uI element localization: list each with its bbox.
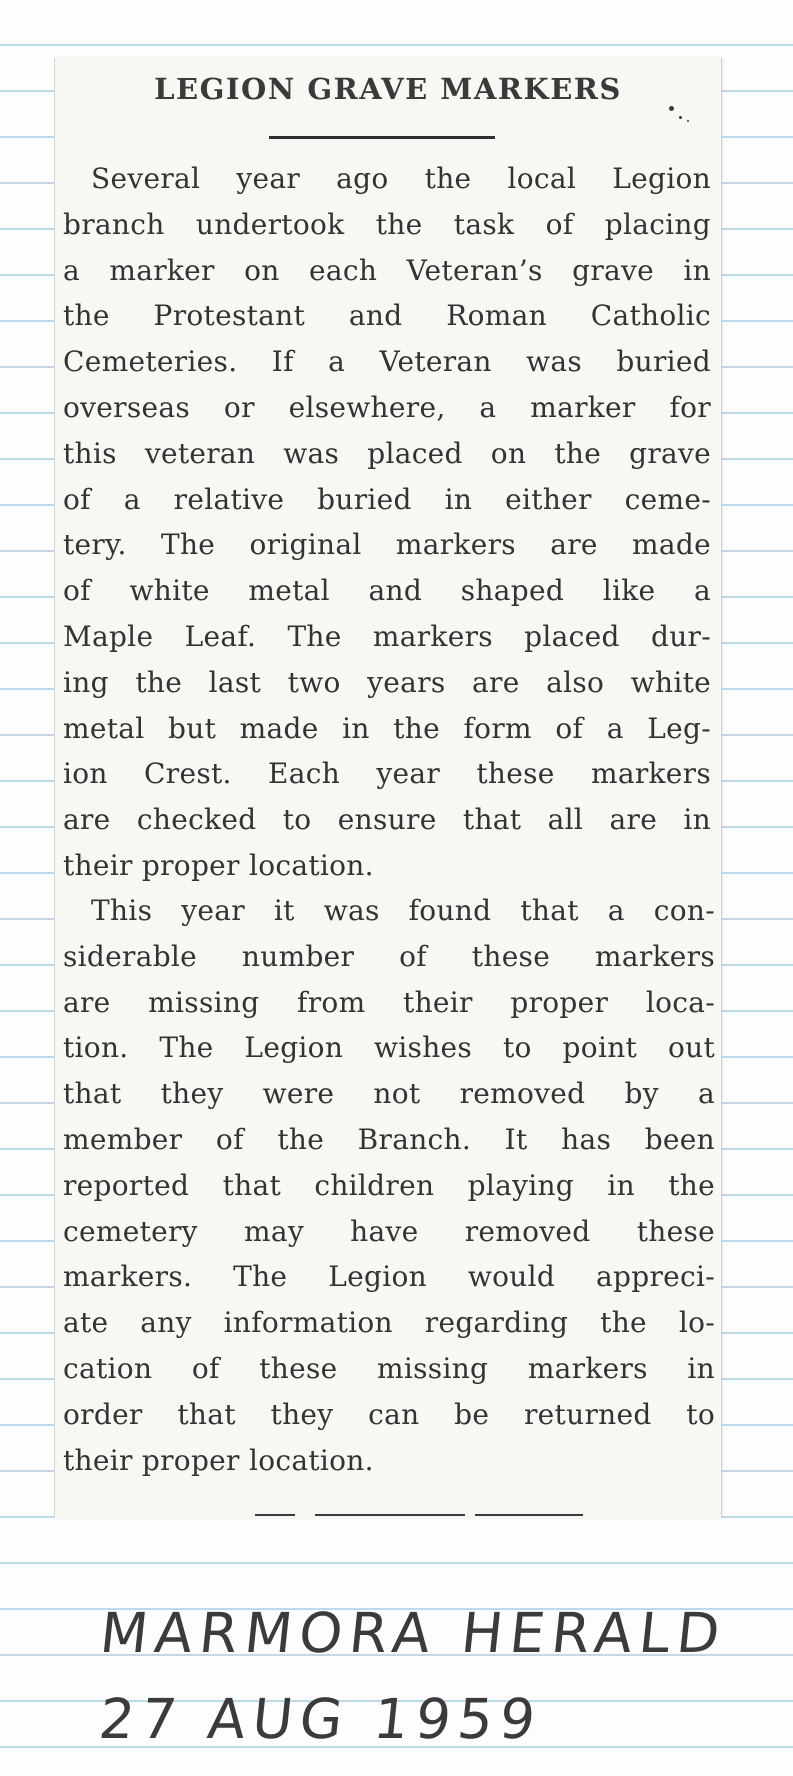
- article-line: branch undertook the task of placing: [63, 207, 711, 241]
- article-line: ate any information regarding the lo-: [63, 1306, 715, 1340]
- handwritten-publication: MARMORA HERALD: [97, 1601, 730, 1665]
- article-line: order that they can be returned to: [63, 1397, 715, 1431]
- article-line: metal but made in the form of a Leg-: [63, 711, 711, 745]
- article-line: cation of these missing markers in: [63, 1351, 715, 1385]
- article-line: ing the last two years are also white: [63, 665, 711, 699]
- ink-speck: [669, 106, 674, 111]
- article-line: member of the Branch. It has been: [63, 1122, 715, 1156]
- article-line: Cemeteries. If a Veteran was buried: [63, 345, 711, 379]
- ink-speck: [679, 116, 682, 119]
- article-paragraph-1: [63, 156, 711, 889]
- end-rule-segment: [315, 1514, 465, 1516]
- ink-speck: [687, 120, 689, 122]
- article-line: overseas or elsewhere, a marker for: [63, 390, 711, 424]
- newspaper-clipping: [54, 58, 722, 1518]
- article-line: of white metal and shaped like a: [63, 574, 711, 608]
- handwritten-source-note: [87, 1590, 731, 1762]
- article-line: are checked to ensure that all are in: [63, 803, 711, 837]
- article-line: a marker on each Veteran’s grave in: [63, 253, 711, 287]
- article-line: reported that children playing in the: [63, 1168, 715, 1202]
- article-line: of a relative buried in either ceme-: [63, 482, 711, 516]
- article-line: their proper location.: [63, 1443, 374, 1477]
- headline-rule: [269, 136, 495, 139]
- article-line: markers. The Legion would appreci-: [63, 1260, 715, 1294]
- handwritten-date: 27 AUG 1959: [96, 1687, 546, 1751]
- article-line: that they were not removed by a: [63, 1077, 715, 1111]
- end-rule-segment: [475, 1514, 583, 1516]
- article-line: tery. The original markers are made: [63, 528, 711, 562]
- article-line: tion. The Legion wishes to point out: [63, 1031, 715, 1065]
- article-line: This year it was found that a con-: [91, 894, 715, 927]
- article-line: Maple Leaf. The markers placed dur-: [63, 619, 711, 653]
- article-line: Several year ago the local Legion: [91, 162, 711, 195]
- article-line: their proper location.: [63, 848, 374, 882]
- article-line: are missing from their proper loca-: [63, 985, 715, 1019]
- article-line: siderable number of these markers: [63, 939, 715, 973]
- article-line: the Protestant and Roman Catholic: [63, 299, 711, 333]
- end-rule-segment: [255, 1514, 295, 1516]
- article-line: ion Crest. Each year these markers: [63, 757, 711, 791]
- article-paragraph-2: [63, 888, 715, 1483]
- headline: LEGION GRAVE MARKERS: [154, 72, 622, 106]
- article-line: this veteran was placed on the grave: [63, 436, 711, 470]
- article-line: cemetery may have removed these: [63, 1214, 715, 1248]
